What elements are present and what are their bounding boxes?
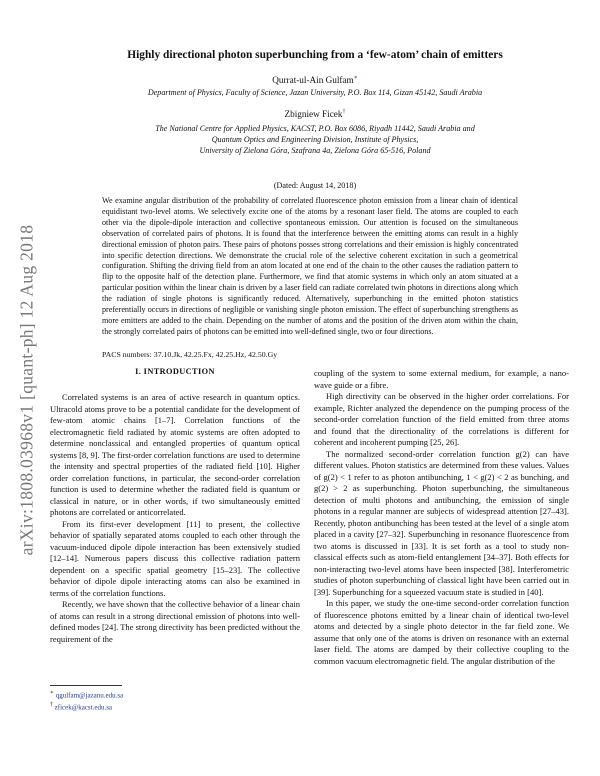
paragraph: From its first-ever development [11] to present, the collective behavior of spatially separated atoms coupled to each other through the vacuum-induced dipole dipole interaction has been extensively studied [12–14]. Numerous papers discuss this collective radiation pattern dependent on a specific spatial geometry [15–23]. The collective behavior of dipole dipole interacting atoms can also be examined in terms of the correlation functions. bbox=[50, 518, 300, 598]
affiliation-2-line: The National Centre for Applied Physics, KACST, P.O. Box 6086, Riyadh 11442, Saudi Arabia and bbox=[155, 124, 475, 133]
author-2 bbox=[60, 109, 570, 119]
affiliation-2 bbox=[60, 123, 570, 156]
paragraph: The normalized second-order correlation function g(2) can have different values. Photon statistics are determined from these values. Values of g(2) < 1 refer to as photon antibunching, 1 < g(2) < 2 as bunching, and g(2) > 2 as superbunching. Photon superbunching, the simultaneous detection of multi photons and antibunching, the emission of single photons in a regular manner are subjects of widespread attention [27–43]. Recently, photon antibunching has been tested at the level of a single atom placed in a cavity [27–32]. Superbunching in resonance fluorescence from two atoms is discussed in [33]. It is set forth as a tool to study non-classical effects such as atom-field entanglement [34–37]. Both effects for non-interacting two-level atoms have been inspected [38]. Interferometric studies of photon superbunching of classical light have been carried out in [39]. Superbunching for a squeezed vacuum state is studied in [40]. bbox=[314, 448, 569, 597]
author-1-name: Qurrat-ul-Ain Gulfam bbox=[272, 75, 354, 86]
footnote-2 bbox=[50, 701, 123, 713]
abstract: We examine angular distribution of the probability of correlated fluorescence photon emission from a linear chain of identical equidistant two-level atoms. We selectively excite one of the atoms by a resonant laser field. The atoms are coupled to each other via the dipole-dipole interaction and collective spontaneous emission. Our attention is focused on the simultaneous observation of correlated pairs of photons. It is found that the interference between the emitting atoms can result in a highly directional emission of photon pairs. These pairs of photons posses strong correlations and their emission is highly concentrated into specific detection directions. We demonstrate the crucial role of the selective coherent excitation in such a geometrical configuration. Shifting the driving field from an atom located at one end of the chain to the other causes the radiation pattern to flip to the opposite half of the detection plane. Furthermore, we find that atomic systems in which only an atom situated at a particular position within the linear chain is driven by a laser field can radiate correlated twin photons in directions along which the radiation of single photons is significantly reduced. Alternatively, superbunching in the emitted photon statistics preferentially occurs in directions of negligible or vanishing single photon emission. The effect of superbunching strengthens as more emitters are added to the chain. Depending on the number of atoms and the position of the driven atom within the chain, the strongly correlated pairs of photons can be emitted into well-defined single, two or four directions. bbox=[102, 196, 518, 336]
date-line: (Dated: August 14, 2018) bbox=[273, 181, 357, 190]
author-1-mark: ∗ bbox=[353, 75, 358, 81]
author-2-mark: † bbox=[342, 109, 346, 115]
author-2-name: Zbigniew Ficek bbox=[284, 109, 343, 120]
footnote-mark: † bbox=[50, 701, 53, 708]
email-link[interactable]: zficek@kacst.edu.sa bbox=[54, 703, 113, 712]
paragraph: High directivity can be observed in the higher order correlations. For example, Richter analyzed the dependence on the pumping process of the second-order correlation function of the field emitted from three atoms and found that the directionality of the correlations is different for coherent and incoherent pumping [25, 26]. bbox=[314, 391, 569, 447]
paragraph: Recently, we have shown that the collective behavior of a linear chain of atoms can result in a strong directional emission of photons into well-defined modes [24]. The strong directivity has been predicted without the requirement of the bbox=[50, 599, 300, 644]
author-1 bbox=[60, 74, 570, 85]
arxiv-stamp-text: arXiv:1808.03968v1 [quant-ph] 12 Aug 2018 bbox=[16, 224, 37, 556]
left-column bbox=[50, 392, 300, 645]
affiliation-2-line: Quantum Optics and Engineering Division, Institute of Physics, bbox=[211, 135, 419, 144]
email-link[interactable]: qgulfam@jazanu.edu.sa bbox=[55, 691, 124, 700]
footnote-mark: ∗ bbox=[50, 690, 54, 696]
footnote-1 bbox=[50, 689, 123, 701]
paper-title: Highly directional photon superbunching from a ‘few-atom’ chain of emitters bbox=[127, 49, 503, 61]
arxiv-stamp bbox=[12, 200, 42, 580]
affiliation-1: Department of Physics, Faculty of Science, Jazan University, P.O. Box 114, Gizan 45142, Saudi Arabia bbox=[147, 88, 483, 97]
footnotes bbox=[50, 689, 123, 713]
footnote-divider bbox=[50, 685, 122, 686]
right-column bbox=[314, 368, 569, 667]
paragraph: Correlated systems is an area of active research in quantum optics. Ultracold atoms prove to be a potential candidate for the development of few-atom atomic chains [1–7]. Correlation functions of the electromagnetic field radiated by atomic systems are often adopted to determine nonclassical and entangled properties of quantum optical systems [8, 9]. The first-order correlation functions are used to determine the intensity and spectral properties of the radiated field [10]. Higher order correlation functions, in particular, the second-order correlation function is used to determine whether the radiated field is quantum or classical in nature, or in other words, if two simultaneously emitted photons are correlated or anticorrelated. bbox=[50, 392, 300, 517]
paragraph: In this paper, we study the one-time second-order correlation function of fluorescence photons emitted by a linear chain of identical two-level atoms and detected by a single photo detector in the far field zone. We assume that only one of the atoms is driven on resonance with an external laser field. The atoms are damped by their collective coupling to the common vacuum electromagnetic field. The angular distribution of the bbox=[314, 598, 569, 666]
section-heading-introduction: I. INTRODUCTION bbox=[135, 367, 215, 376]
paragraph: coupling of the system to some external medium, for example, a nano-wave guide or a fibre. bbox=[314, 368, 569, 390]
pacs-numbers: PACS numbers: 37.10.Jk, 42.25.Fx, 42.25.Hz, 42.50.Gy bbox=[102, 350, 278, 359]
affiliation-2-line: University of Zielona Góra, Szafrana 4a, Zielona Góra 65-516, Poland bbox=[199, 146, 431, 155]
